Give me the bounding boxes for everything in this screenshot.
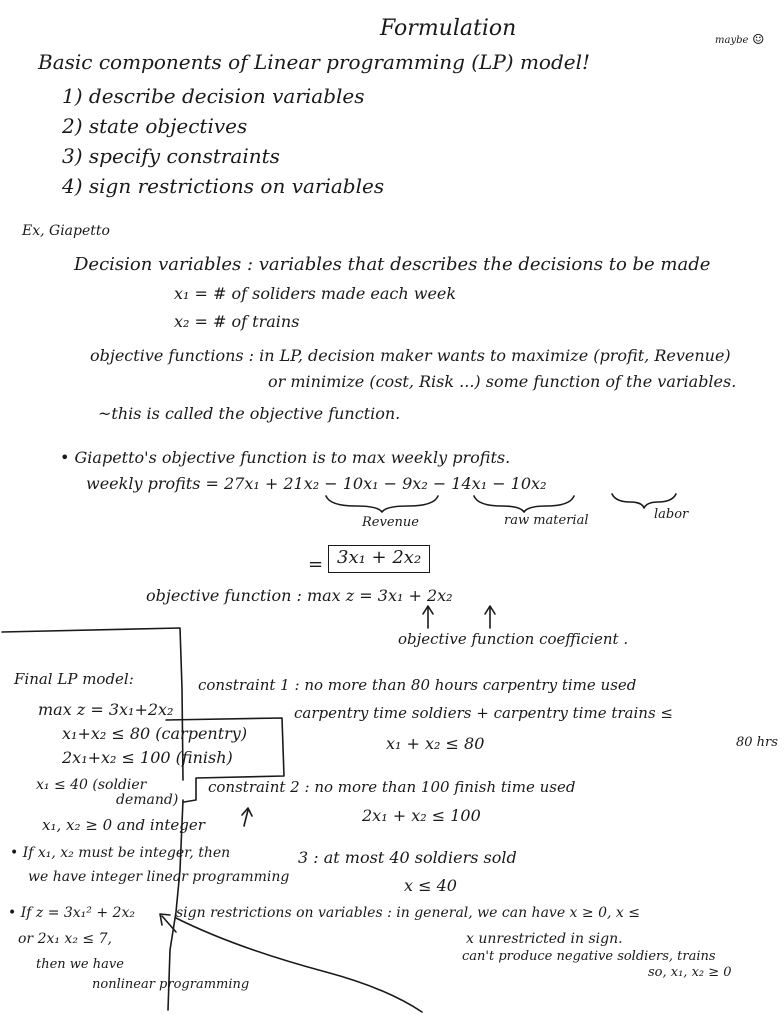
basics-item: 1) describe decision variables [62, 84, 365, 108]
example-label: Ex, Giapetto [22, 223, 110, 239]
x2-definition: x₂ = # of trains [174, 312, 300, 331]
brace-label-raw-material: raw material [504, 513, 589, 528]
objective-def-line-1: objective functions : in LP, decision maker wants to maximize (profit, Revenue) [90, 346, 731, 365]
brace-label-labor: labor [654, 507, 689, 522]
constraint-1-detail: carpentry time soldiers + carpentry time trains ≤ [294, 704, 673, 722]
sign-restrictions-4: so, x₁, x₂ ≥ 0 [648, 965, 732, 980]
integer-note-2: we have integer linear programming [28, 869, 290, 885]
sign-restrictions-3: can't produce negative soldiers, trains [462, 949, 716, 964]
constraint-2-title: constraint 2 : no more than 100 finish time used [208, 778, 576, 796]
simplified-equals: = [308, 554, 324, 575]
sign-restrictions-2: x unrestricted in sign. [466, 931, 623, 947]
final-model-line: x₁, x₂ ≥ 0 and integer [42, 816, 205, 834]
constraint-1-title: constraint 1 : no more than 80 hours carpentry time used [198, 676, 637, 694]
constraint-3-title: 3 : at most 40 soldiers sold [298, 848, 517, 867]
objective-function: objective function : max z = 3x₁ + 2x₂ [146, 586, 453, 605]
brace-revenue [326, 496, 438, 512]
nonlinear-note-2: or 2x₁ x₂ ≤ 7, [18, 931, 112, 947]
basics-item: 2) state objectives [62, 114, 248, 138]
nonlinear-note-4: nonlinear programming [92, 977, 250, 992]
brace-label-revenue: Revenue [362, 515, 419, 530]
constraint-1-equation: x₁ + x₂ ≤ 80 [386, 734, 485, 753]
x1-definition: x₁ = # of soliders made each week [174, 284, 457, 303]
final-model-line: max z = 3x₁+2x₂ [38, 700, 174, 719]
basics-item: 4) sign restrictions on variables [62, 174, 385, 198]
basics-heading: Basic components of Linear programming (LP) model! [38, 50, 591, 74]
weekly-profits-equation: weekly profits = 27x₁ + 21x₂ − 10x₁ − 9x₂ − 14x₁ − 10x₂ [86, 474, 547, 493]
constraint-2-equation: 2x₁ + x₂ ≤ 100 [362, 806, 481, 825]
final-model-line: x₁ ≤ 40 (soldier [36, 777, 147, 793]
brace-raw-material [474, 496, 574, 512]
constraints-box [166, 718, 284, 802]
integer-note-1: • If x₁, x₂ must be integer, then [10, 845, 231, 861]
basics-item: 3) specify constraints [62, 144, 280, 168]
simplified-profit-box: 3x₁ + 2x₂ [328, 545, 430, 573]
final-model-partition [2, 628, 183, 780]
final-model-line: 2x₁+x₂ ≤ 100 (finish) [62, 748, 233, 767]
divider-curve [168, 800, 183, 1010]
constraint-3-equation: x ≤ 40 [404, 876, 457, 895]
brace-labor [612, 494, 676, 508]
bottom-swoop [176, 918, 422, 1012]
objective-def-line-3: ~this is called the objective function. [98, 404, 401, 423]
constraint-1-detail-end: 80 hrs [736, 735, 778, 750]
sign-restrictions-1: sign restrictions on variables : in general, we can have x ≥ 0, x ≤ [176, 905, 640, 921]
final-model-line: x₁+x₂ ≤ 80 (carpentry) [62, 724, 248, 743]
final-model-line: demand) [116, 792, 179, 808]
page-title-fragment: Formulation [380, 16, 517, 41]
objective-def-line-2: or minimize (cost, Risk ...) some function of the variables. [268, 372, 737, 391]
corner-note: maybe [715, 35, 749, 46]
smile-icon: ☺ [752, 32, 765, 48]
nonlinear-note-3: then we have [36, 957, 124, 972]
nonlinear-note-1: • If z = 3x₁² + 2x₂ [8, 905, 135, 921]
giapetto-objective: • Giapetto's objective function is to max weekly profits. [60, 448, 511, 467]
objective-coefficient-label: objective function coefficient . [398, 630, 629, 648]
decision-variables-def: Decision variables : variables that describes the decisions to be made [74, 254, 711, 275]
final-model-title: Final LP model: [14, 670, 134, 688]
